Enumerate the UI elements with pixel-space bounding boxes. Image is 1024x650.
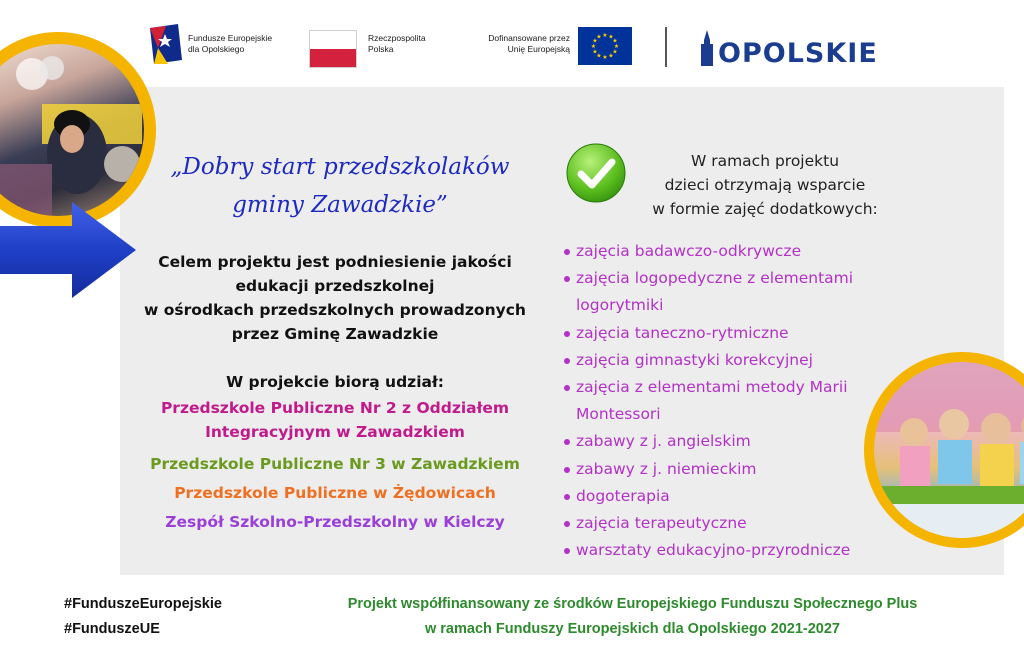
goal-line4: przez Gminę Zawadzkie	[231, 325, 439, 343]
support-line3: w formie zajęć dodatkowych:	[652, 200, 878, 218]
fundusze-europejskie-label	[188, 33, 272, 55]
activity-item: zajęcia terapeutyczne	[562, 510, 892, 537]
hashtag-fundusze-europejskie: #FunduszeEuropejskie	[64, 596, 222, 612]
hashtags	[64, 592, 222, 642]
goal-line1: Celem projektu jest podniesienie jakości	[158, 253, 512, 271]
pl-line2: Polska	[368, 44, 394, 54]
svg-text:★: ★	[612, 37, 618, 45]
activity-item: zabawy z j. niemieckim	[562, 456, 892, 483]
children-photo-left-image	[0, 44, 144, 216]
opolskie-tower-icon	[698, 30, 716, 66]
checkmark-icon	[565, 142, 627, 204]
logo-divider	[665, 27, 667, 67]
svg-text:★: ★	[596, 52, 602, 60]
project-title	[160, 148, 520, 224]
poland-label	[368, 33, 426, 55]
svg-text:★: ★	[602, 32, 608, 39]
goal-line3: w ośrodkach przedszkolnych prowadzonych	[144, 301, 526, 319]
school1-line1: Przedszkole Publiczne Nr 2 z Oddziałem	[160, 399, 510, 417]
pl-line1: Rzeczpospolita	[368, 33, 426, 43]
activity-item-continuation: Montessori	[576, 405, 661, 424]
activity-item: zajęcia taneczno-rytmiczne	[562, 320, 892, 347]
support-heading	[630, 149, 900, 221]
activity-item-continuation: logorytmiki	[576, 296, 664, 315]
svg-text:★: ★	[592, 37, 598, 45]
cofinancing-note	[290, 592, 975, 642]
eu-flag-icon	[578, 27, 632, 65]
logo-bar	[0, 0, 1024, 80]
svg-text:★: ★	[608, 52, 614, 60]
svg-text:★: ★	[590, 43, 597, 50]
cofinancing-line1: Projekt współfinansowany ze środków Europejskiego Funduszu Społecznego Plus	[347, 596, 918, 612]
school-item-pp3: Przedszkole Publiczne Nr 3 w Zawadzkiem	[150, 455, 520, 473]
activity-item: zabawy z j. angielskim	[562, 428, 892, 455]
svg-text:★: ★	[602, 54, 608, 61]
project-title-line1: „Dobry start przedszkolaków	[170, 154, 510, 180]
project-goal	[135, 250, 535, 346]
school-item-zedowice: Przedszkole Publiczne w Żędowicach	[174, 484, 496, 502]
school-item-kielcza: Zespół Szkolno-Przedszkolny w Kielczy	[165, 513, 505, 531]
support-line1: W ramach projektu	[690, 152, 840, 170]
svg-text:★: ★	[612, 48, 618, 56]
project-title-line2: gminy Zawadzkie”	[232, 192, 448, 218]
activity-item: zajęcia gimnastyki korekcyjnej	[562, 347, 892, 374]
activity-item: zajęcia z elementami metody Marii	[562, 374, 892, 401]
school-item-pp2	[135, 396, 535, 444]
svg-text:★: ★	[596, 33, 602, 41]
right-arrow-icon	[0, 200, 140, 300]
eu-label	[462, 33, 570, 55]
poland-flag-icon	[309, 30, 357, 68]
fundusze-europejskie-logo-icon	[148, 24, 182, 64]
svg-text:★: ★	[613, 43, 620, 50]
activity-item: zajęcia logopedyczne z elementami	[562, 265, 892, 292]
goal-line2: edukacji przedszkolnej	[235, 277, 435, 295]
children-photo-right-image	[874, 362, 1024, 538]
support-line2: dzieci otrzymają wsparcie	[664, 176, 866, 194]
cofinancing-line2: w ramach Funduszy Europejskich dla Opolskiego 2021-2027	[424, 621, 840, 637]
svg-text:★: ★	[592, 48, 598, 56]
svg-text:★: ★	[608, 33, 614, 41]
fe-line1: Fundusze Europejskie	[188, 33, 273, 43]
participants-heading: W projekcie biorą udział:	[226, 373, 444, 391]
eu-line2: Unię Europejską	[507, 44, 570, 54]
activity-item: zajęcia badawczo-odkrywcze	[562, 238, 892, 265]
fe-line2: dla Opolskiego	[188, 44, 245, 54]
activity-item: dogoterapia	[562, 483, 892, 510]
activities-list	[562, 238, 892, 564]
opolskie-logo-text: OPOLSKIE	[718, 38, 878, 69]
eu-line1: Dofinansowane przez	[488, 33, 570, 43]
activity-item: warsztaty edukacyjno-przyrodnicze	[562, 537, 892, 564]
hashtag-fundusze-ue: #FunduszeUE	[64, 621, 160, 637]
school1-line2: Integracyjnym w Zawadzkiem	[205, 423, 465, 441]
